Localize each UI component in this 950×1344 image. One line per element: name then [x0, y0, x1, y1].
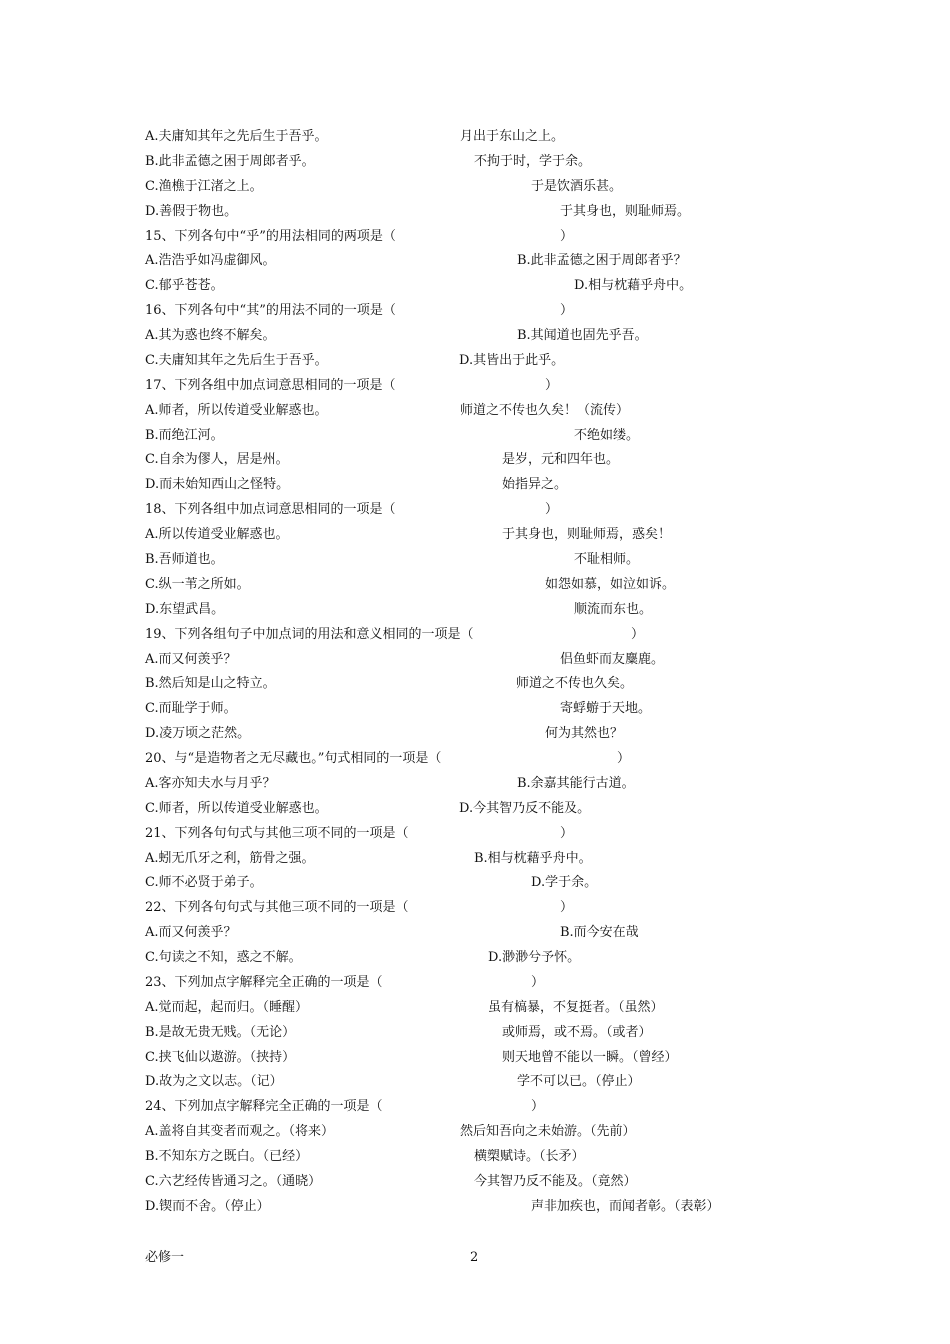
- question-line: [145, 474, 925, 496]
- line-left-text: A.其为惑也终不解矣。: [145, 328, 276, 343]
- line-left-text: 20、与“是造物者之无尽藏也。”句式相同的一项是（: [145, 751, 442, 766]
- line-left-text: B.然后知是山之特立。: [145, 676, 276, 692]
- question-line: [145, 748, 925, 770]
- question-line: [145, 151, 925, 173]
- question-line: [145, 997, 925, 1019]
- question-line: [145, 773, 925, 795]
- line-right-text: B.此非孟德之困于周郎者乎？: [517, 253, 687, 269]
- line-right-text: ）: [531, 974, 545, 990]
- line-right-text: 然后知吾向之未始游。（先前）: [460, 1124, 636, 1140]
- question-line: [145, 624, 925, 646]
- line-right-text: 侣鱼虾而友麋鹿。: [560, 651, 665, 667]
- line-left-text: D.善假于物也。: [145, 203, 238, 219]
- question-line: [145, 897, 925, 919]
- line-right-text: 月出于东山之上。: [460, 129, 565, 144]
- line-right-text: 寄蜉蝣于天地。: [560, 701, 652, 717]
- line-left-text: C.自余为僇人，居是州。: [145, 452, 289, 468]
- line-left-text: D.而未始知西山之怪特。: [145, 477, 290, 493]
- line-right-text: 于其身也，则耻师焉。: [560, 203, 691, 219]
- line-right-text: 始指异之。: [502, 477, 568, 493]
- question-line: [145, 350, 925, 372]
- line-right-text: 是岁，元和四年也。: [502, 452, 620, 468]
- question-line: [145, 947, 925, 969]
- question-line: [145, 1071, 925, 1093]
- question-line: [145, 599, 925, 621]
- line-right-text: ）: [545, 377, 559, 393]
- line-right-text: ）: [560, 228, 574, 244]
- line-right-text: 于是饮酒乐甚。: [531, 178, 623, 194]
- question-line: [145, 673, 925, 695]
- line-right-text: D.渺渺兮予怀。: [488, 950, 581, 965]
- line-left-text: C.夫庸知其年之先后生于吾乎。: [145, 352, 328, 368]
- question-line: [145, 1171, 925, 1193]
- question-line: [145, 823, 925, 845]
- line-right-text: ）: [545, 502, 559, 518]
- line-left-text: A.盖将自其变者而观之。（将来）: [145, 1124, 335, 1140]
- line-right-text: 则天地曾不能以一瞬。（曾经）: [502, 1049, 678, 1065]
- question-line: [145, 872, 925, 894]
- line-right-text: 声非加疾也，而闻者彰。（表彰）: [531, 1198, 720, 1214]
- line-right-text: D.其皆出于此乎。: [459, 352, 565, 368]
- line-right-text: B.相与枕藉乎舟中。: [474, 850, 592, 866]
- question-line: [145, 400, 925, 422]
- line-left-text: 23、下列加点字解释完全正确的一项是（: [145, 974, 383, 990]
- line-left-text: D.故为之文以志。（记）: [145, 1074, 283, 1090]
- line-left-text: A.夫庸知其年之先后生于吾乎。: [145, 129, 328, 144]
- line-left-text: 16、下列各句中“其”的用法不同的一项是（: [145, 303, 396, 319]
- line-left-text: 22、下列各句句式与其他三项不同的一项是（: [145, 900, 409, 916]
- line-right-text: D.今其智乃反不能及。: [459, 800, 591, 816]
- line-right-text: 顺流而东也。: [574, 601, 653, 617]
- line-left-text: D.凌万顷之茫然。: [145, 726, 251, 742]
- question-line: [145, 1047, 925, 1069]
- line-left-text: C.渔樵于江渚之上。: [145, 178, 263, 194]
- line-right-text: B.其闻道也固先乎吾。: [517, 328, 648, 343]
- line-right-text: 不耻相师。: [574, 552, 640, 567]
- line-left-text: B.是故无贵无贱。（无论）: [145, 1024, 296, 1040]
- question-line: [145, 1121, 925, 1143]
- line-left-text: B.吾师道也。: [145, 552, 224, 567]
- line-right-text: 于其身也，则耻师焉，惑矣！: [502, 527, 672, 543]
- line-left-text: C.六艺经传皆通习之。（通晓）: [145, 1174, 322, 1189]
- line-right-text: 虽有槁暴，不复挺者。（虽然）: [488, 999, 664, 1015]
- line-right-text: ）: [617, 751, 631, 766]
- line-left-text: C.郁乎苍苍。: [145, 278, 224, 294]
- question-line: [145, 449, 925, 471]
- question-line: [145, 524, 925, 546]
- question-line: [145, 1096, 925, 1118]
- line-left-text: 18、下列各组中加点词意思相同的一项是（: [145, 502, 396, 518]
- question-line: [145, 499, 925, 521]
- question-line: [145, 226, 925, 248]
- line-right-text: B.余嘉其能行古道。: [517, 775, 635, 791]
- line-left-text: A.客亦知夫水与月乎？: [145, 775, 276, 791]
- line-right-text: 今其智乃反不能及。（竟然）: [474, 1174, 637, 1189]
- question-line: [145, 201, 925, 223]
- line-right-text: 不拘于时，学于余。: [474, 153, 592, 169]
- line-left-text: D.东望武昌。: [145, 601, 225, 617]
- line-left-text: A.而又何羡乎？: [145, 925, 237, 941]
- line-left-text: B.而绝江河。: [145, 427, 224, 443]
- line-left-text: A.蚓无爪牙之利，筋骨之强。: [145, 850, 315, 866]
- question-line: [145, 275, 925, 297]
- line-left-text: C.句读之不知，惑之不解。: [145, 950, 302, 965]
- line-right-text: ）: [631, 626, 645, 642]
- line-left-text: A.师者，所以传道受业解惑也。: [145, 402, 328, 418]
- line-right-text: 或师焉，或不焉。（或者）: [502, 1024, 652, 1040]
- line-left-text: C.师不必贤于弟子。: [145, 875, 263, 891]
- footer-label: 必修一: [145, 1250, 185, 1265]
- line-left-text: 24、下列加点字解释完全正确的一项是（: [145, 1099, 383, 1115]
- line-left-text: C.挟飞仙以遨游。（挟持）: [145, 1049, 296, 1065]
- line-right-text: ）: [560, 900, 574, 916]
- question-line: [145, 549, 925, 571]
- line-left-text: A.所以传道受业解惑也。: [145, 527, 289, 543]
- line-left-text: 15、下列各句中“乎”的用法相同的两项是（: [145, 228, 396, 244]
- line-right-text: D.相与枕藉乎舟中。: [574, 278, 693, 294]
- line-left-text: 19、下列各组句子中加点词的用法和意义相同的一项是（: [145, 626, 474, 642]
- page-number: 2: [470, 1250, 479, 1265]
- question-line: [145, 375, 925, 397]
- line-right-text: D.学于余。: [531, 875, 598, 891]
- question-line: [145, 300, 925, 322]
- line-right-text: 师道之不传也久矣！（流传）: [460, 402, 630, 418]
- line-left-text: C.师者，所以传道受业解惑也。: [145, 800, 328, 816]
- line-right-text: 学不可以已。（停止）: [517, 1074, 641, 1090]
- line-right-text: B.而今安在哉: [560, 925, 639, 941]
- line-left-text: B.此非孟德之困于周郎者乎。: [145, 153, 315, 169]
- question-line: [145, 176, 925, 198]
- line-left-text: 21、下列各句句式与其他三项不同的一项是（: [145, 825, 409, 841]
- question-line: [145, 325, 925, 347]
- line-right-text: ）: [560, 303, 574, 319]
- question-line: [145, 1022, 925, 1044]
- question-line: [145, 698, 925, 720]
- line-left-text: A.浩浩乎如冯虚御风。: [145, 253, 276, 269]
- question-line: [145, 1146, 925, 1168]
- line-right-text: 不绝如缕。: [574, 427, 640, 443]
- line-right-text: 师道之不传也久矣。: [516, 676, 634, 692]
- question-line: [145, 1196, 925, 1218]
- line-left-text: C.而耻学于师。: [145, 701, 237, 717]
- question-line: [145, 723, 925, 745]
- line-left-text: A.觉而起，起而归。（睡醒）: [145, 999, 309, 1015]
- line-right-text: ）: [560, 825, 574, 841]
- line-left-text: 17、下列各组中加点词意思相同的一项是（: [145, 377, 396, 393]
- line-left-text: A.而又何羡乎？: [145, 651, 237, 667]
- line-left-text: B.不知东方之既白。（已经）: [145, 1149, 309, 1165]
- question-line: [145, 250, 925, 272]
- question-line: [145, 922, 925, 944]
- question-line: [145, 972, 925, 994]
- line-right-text: 如怨如慕，如泣如诉。: [545, 576, 676, 592]
- question-line: [145, 649, 925, 671]
- line-left-text: D.锲而不舍。（停止）: [145, 1198, 270, 1214]
- question-line: [145, 126, 925, 148]
- question-line: [145, 425, 925, 447]
- line-right-text: 何为其然也？: [545, 726, 624, 742]
- line-right-text: 横槊赋诗。（长矛）: [474, 1149, 585, 1165]
- question-line: [145, 848, 925, 870]
- question-line: [145, 574, 925, 596]
- line-left-text: C.纵一苇之所如。: [145, 576, 250, 592]
- question-line: [145, 798, 925, 820]
- line-right-text: ）: [531, 1099, 545, 1115]
